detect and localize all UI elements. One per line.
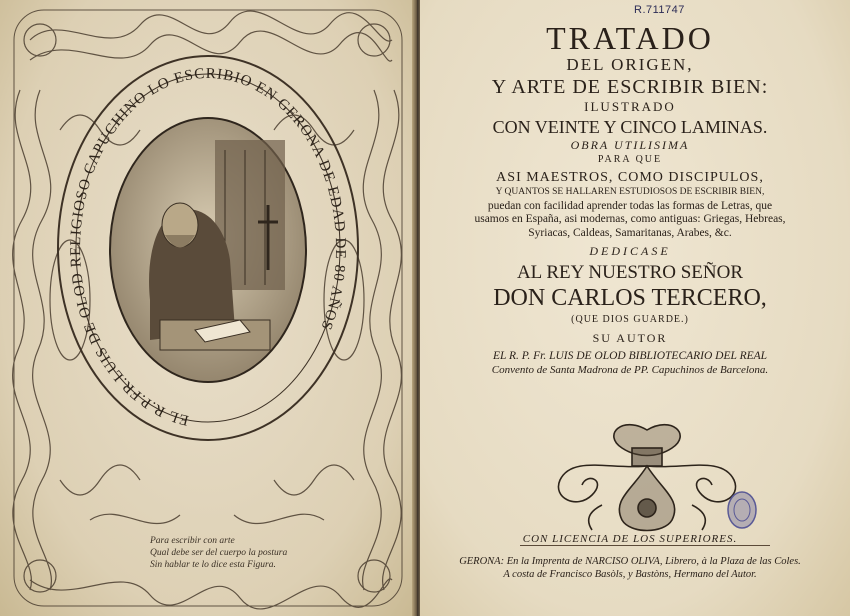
library-stamp (727, 491, 757, 529)
subtitle-line: OBRA UTILISIMA (570, 138, 690, 152)
imprint-line: A costa de Francisco Basòls, y Bastòns, Hermano del Autor. (503, 569, 757, 580)
printers-ornament (552, 410, 742, 535)
subtitle-line: ASI MAESTROS, COMO DISCIPULOS, (496, 170, 764, 185)
library-call-number: R.711747 (634, 4, 685, 16)
subtitle-line: Y QUANTOS SE HALLAREN ESTUDIOSOS DE ESCRIBIR BIEN, (495, 187, 765, 197)
subtitle-line: DEL ORIGEN, (566, 55, 694, 74)
author-heading: SU AUTOR (592, 331, 668, 345)
dedication-line: (QUE DIOS GUARDE.) (571, 314, 689, 325)
imprint-rule (520, 545, 770, 546)
body-line: puedan con facilidad aprender todas las formas de Letras, que (487, 199, 773, 212)
license-line: CON LICENCIA DE LOS SUPERIORES. (522, 533, 738, 545)
caption-line: Para escribir con arte (150, 536, 235, 546)
subtitle-line: Y ARTE DE ESCRIBIR BIEN: (491, 76, 769, 98)
subtitle-line: CON VEINTE Y CINCO LAMINAS. (492, 117, 768, 137)
body-line: Syriacas, Caldeas, Samaritanas, Arabes, &c. (528, 226, 732, 239)
caption-line: Sin hablar te lo dice esta Figura. (150, 560, 276, 570)
caption-line: Qual debe ser del cuerpo la postura (150, 548, 288, 558)
frontispiece-caption (150, 535, 300, 571)
title-text-block (430, 14, 830, 376)
dedication-name: DON CARLOS TERCERO, (493, 285, 767, 311)
author-line: Convento de Santa Madrona de PP. Capuchinos de Barcelona. (491, 363, 769, 376)
frontispiece-page (0, 0, 414, 616)
imprint-line: GERONA: En la Imprenta de NARCISO OLIVA, Librero, à la Plaza de las Coles. (459, 556, 801, 567)
main-title: TRATADO (546, 20, 714, 56)
body-line: usamos en España, asi modernas, como antiguas: Griegas, Hebreas, (474, 213, 786, 225)
subtitle-line: ILUSTRADO (584, 99, 676, 114)
oval-inscription: EL R.P.FR.LUIS DE OLOD RELIGIOSO CAPUCHINO LO ESCRIBIO EN GERONA DE EDAD DE 80 AÑOS (68, 65, 349, 428)
dedication-line: AL REY NUESTRO SEÑOR (516, 262, 744, 283)
author-line: EL R. P. Fr. LUIS DE OLOD BIBLIOTECARIO DEL REAL (492, 350, 768, 362)
dedication-heading: DEDICASE (589, 244, 671, 258)
frontispiece-engraving (0, 0, 414, 616)
subtitle-line: PARA QUE (597, 154, 663, 165)
